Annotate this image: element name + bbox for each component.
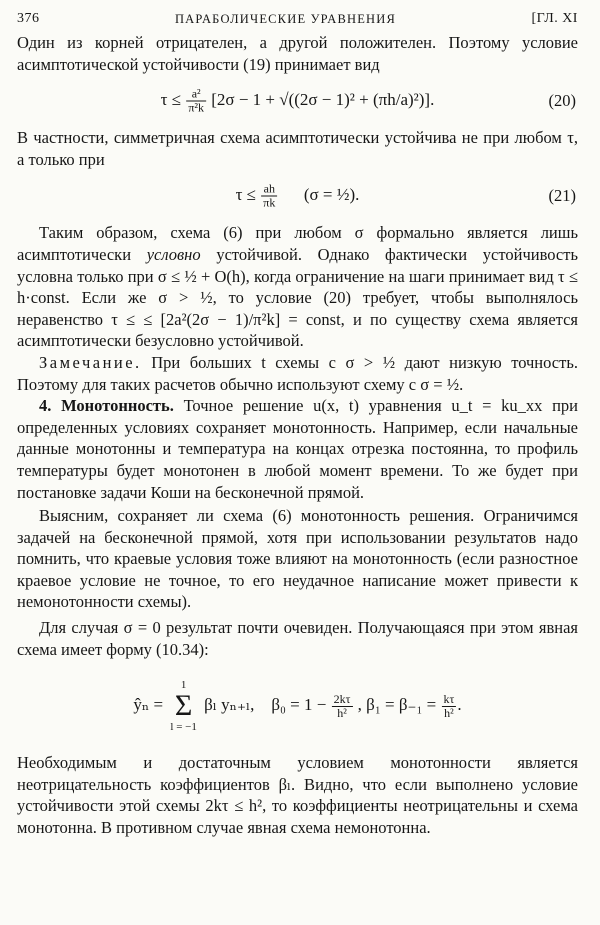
eq20-fraction xyxy=(186,88,206,115)
running-title: ПАРАБОЛИЧЕСКИЕ УРАВНЕНИЯ xyxy=(174,12,397,26)
sum-top: 1 xyxy=(180,679,187,692)
scheme-end: . xyxy=(457,695,462,715)
remark-label: Замечание. xyxy=(39,352,142,372)
section-4-text: Точное решение u(x, t) уравнения u_t = ku_xx при определенных условиях сохраняет монотонность. Например, если начальные данные монотонны и температура на концах отрезка постоянна, то профиль температуры будет монотонен в любой момент времени. То же будет при постановке задачи Коши на бесконечной прямой. xyxy=(17,396,578,502)
b0-fraction xyxy=(332,693,353,720)
eq21-fraction xyxy=(261,183,277,210)
equation-scheme xyxy=(17,660,578,752)
eq20-rhs: [2σ − 1 + √((2σ − 1)² + (πh/a)²)]. xyxy=(211,90,435,110)
eq21-den: πk xyxy=(263,195,276,210)
eq21-num: ah xyxy=(261,183,277,197)
paragraph-5: Выясним, сохраняет ли схема (6) монотонность решения. Ограничимся задачей на бесконечной прямой, хотя при использовании результатов надо помнить, что краевые условия тоже влияют на монотонность (если разностное краевое условие не точное, то его неудачное написание может привести к немонотонности схемы). xyxy=(17,506,578,612)
paragraph-1: Один из корней отрицателен, а другой положителен. Поэтому условие асимптотической устойчивости (19) принимает вид xyxy=(17,33,578,74)
b0-den: h² xyxy=(337,705,347,720)
scheme-lhs: ŷₙ = xyxy=(133,695,164,715)
paragraph-7: Необходимым и достаточным условием монотонности является неотрицательность коэффициентов βₗ. Видно, что если выполнено условие устойчивости этой схемы 2kτ ≤ h², то коэффициенты неотрицательны и схема монотонна. В противном случае явная схема немонотонна. xyxy=(17,753,578,838)
para3-text-b: устойчивой. Однако фактически устойчивость условна только при σ ≤ ½ + O(h), когда ограничение на шаги принимает вид τ ≤ h·const. Если же σ > ½, то условие (20) требует, чтобы выполнялось неравенство τ ≤ ≤ [2a²(2σ − 1)/π²k] = const, и по существу схема является асимптотически безусловно устойчивой. xyxy=(17,244,578,351)
equation-20 xyxy=(17,75,578,127)
running-header xyxy=(17,6,578,32)
b1-num: kτ xyxy=(443,691,455,706)
remark-text: При больших t схемы с σ > ½ дают низкую точность. Поэтому для таких расчетов обычно используют схему с σ = ½. xyxy=(17,352,578,394)
scheme-b0: β₀ = 1 − xyxy=(271,695,327,715)
eq21-condition: (σ = ½). xyxy=(303,185,360,205)
eq20-num: a² xyxy=(186,88,206,102)
paragraph-3 xyxy=(17,222,578,352)
eq20-den: π²k xyxy=(188,100,204,115)
eq20-lhs: τ ≤ xyxy=(160,90,182,110)
remark-paragraph xyxy=(17,352,578,395)
sum-operator xyxy=(170,679,196,733)
section-4-heading: 4. Монотонность. xyxy=(39,396,174,416)
para3-text-a: Таким образом, схема (6) при любом σ формально является лишь асимптотически xyxy=(17,223,578,264)
eq20-number: (20) xyxy=(548,91,576,111)
paragraph-6: Для случая σ = 0 результат почти очевиден. Получающаяся при этом явная схема имеет форму (10.34): xyxy=(17,618,578,659)
page-number: 376 xyxy=(17,11,40,26)
b1-den: h² xyxy=(444,705,454,720)
equation-21 xyxy=(17,170,578,222)
b1-fraction xyxy=(441,693,456,720)
sigma-icon: Σ xyxy=(174,689,193,723)
para3-italic: условно xyxy=(146,244,201,264)
chapter-label: [ГЛ. XI xyxy=(531,11,578,26)
sum-bottom: l = −1 xyxy=(170,721,197,734)
eq21-lhs: τ ≤ xyxy=(235,185,257,205)
paragraph-2: В частности, симметричная схема асимптотически устойчива не при любом τ, а только при xyxy=(17,128,578,169)
section-4-paragraph xyxy=(17,395,578,503)
b0-num: 2kτ xyxy=(333,691,351,706)
eq21-number: (21) xyxy=(548,186,576,206)
scheme-b1: , β₁ = β₋₁ = xyxy=(357,695,437,715)
scheme-term: βₗ yₙ₊ₗ, xyxy=(204,695,255,715)
